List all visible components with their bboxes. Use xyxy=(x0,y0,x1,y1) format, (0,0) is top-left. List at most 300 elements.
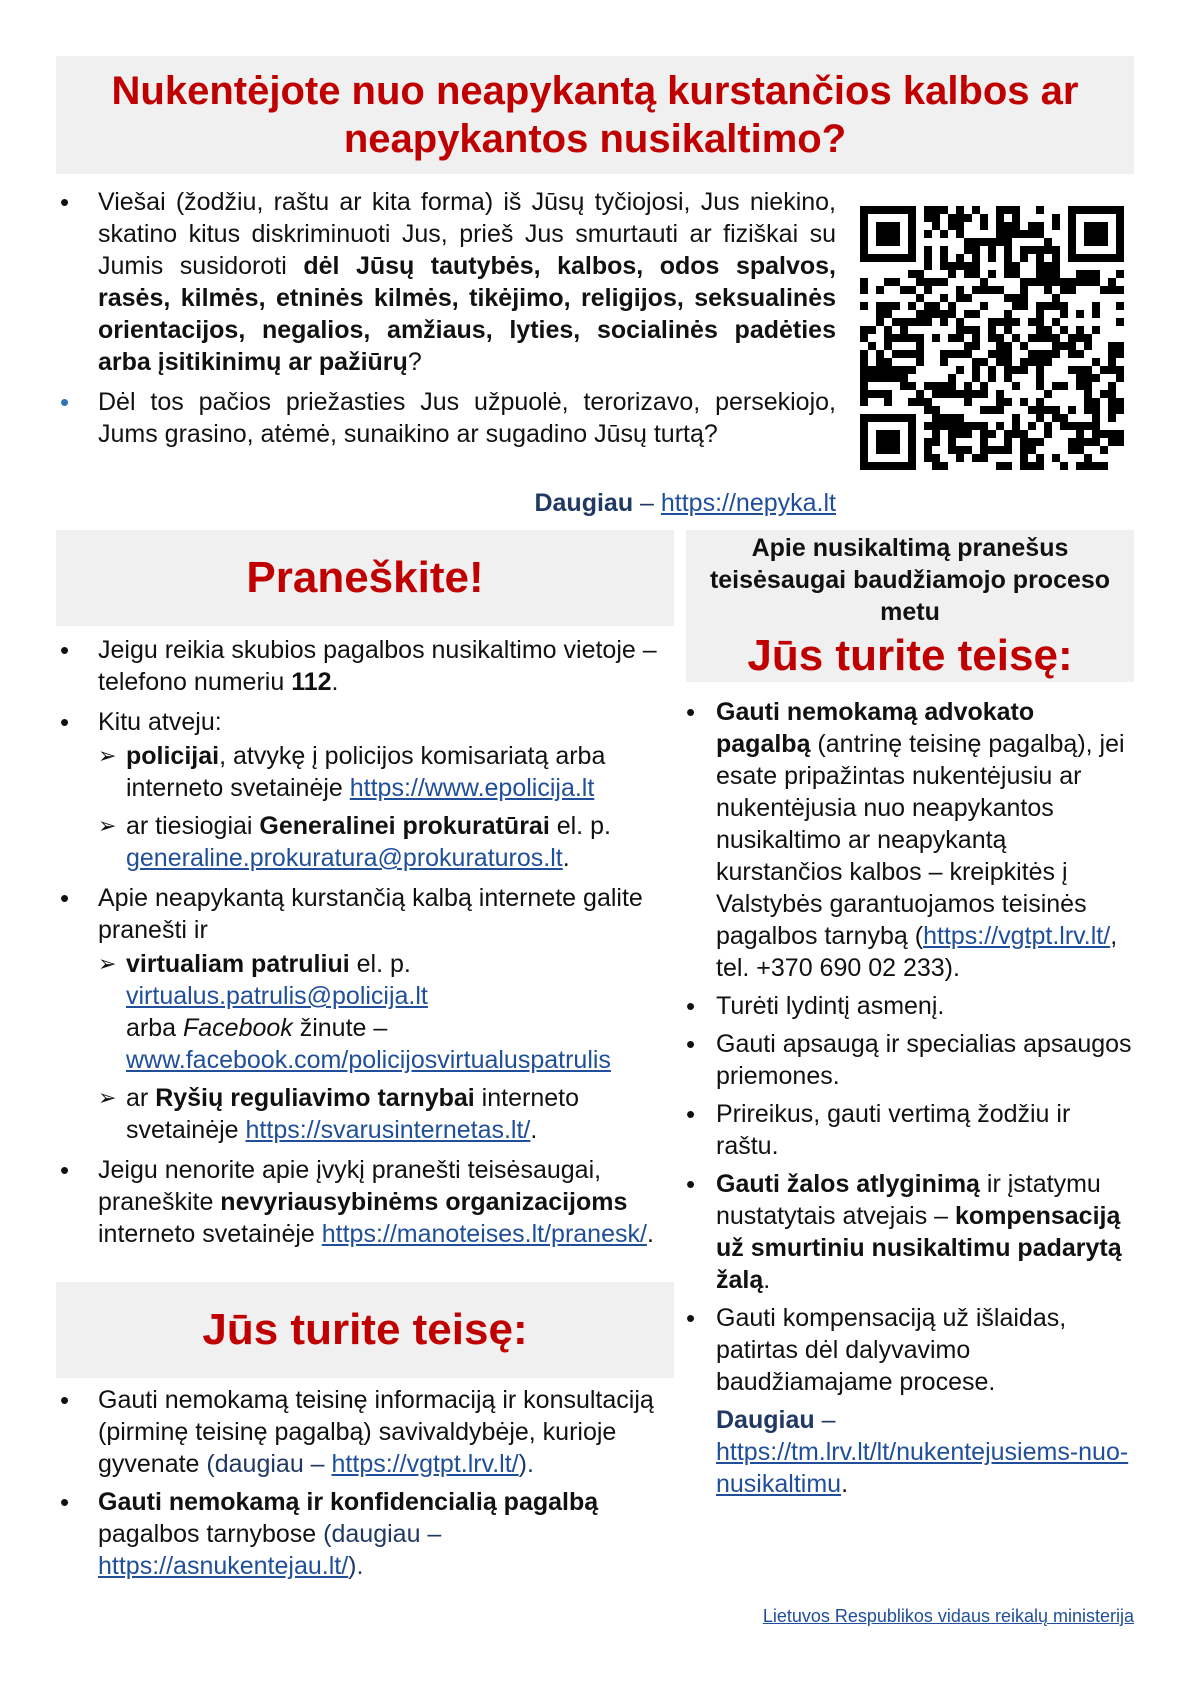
qr-module xyxy=(1084,374,1092,382)
qr-module xyxy=(892,206,900,214)
qr-module xyxy=(860,334,868,342)
qr-module xyxy=(996,422,1004,430)
report-item xyxy=(56,634,674,698)
qr-module xyxy=(964,326,972,334)
qr-module xyxy=(1044,270,1052,278)
qr-module xyxy=(1028,438,1036,446)
virtualus-patrulis-email-link[interactable]: virtualus.patrulis@policija.lt xyxy=(126,982,428,1010)
qr-module xyxy=(860,462,868,470)
qr-module xyxy=(924,318,932,326)
qr-module xyxy=(1100,366,1108,374)
qr-module xyxy=(1020,230,1028,238)
report-sublist xyxy=(98,948,674,1146)
qr-module xyxy=(972,286,980,294)
qr-module xyxy=(876,254,884,262)
qr-module xyxy=(924,406,932,414)
qr-module xyxy=(1020,398,1028,406)
qr-module xyxy=(964,238,972,246)
report-subitem xyxy=(98,810,674,874)
qr-module xyxy=(1012,230,1020,238)
header-banner xyxy=(56,56,1134,174)
qr-module xyxy=(1028,222,1036,230)
qr-module xyxy=(868,206,876,214)
qr-module xyxy=(1020,254,1028,262)
qr-module xyxy=(1116,398,1124,406)
rights-right-item xyxy=(686,696,1134,984)
qr-module xyxy=(1084,254,1092,262)
qr-module xyxy=(916,278,924,286)
qr-module xyxy=(1028,406,1036,414)
qr-module xyxy=(908,318,916,326)
qr-module xyxy=(1004,342,1012,350)
qr-module xyxy=(892,462,900,470)
qr-module xyxy=(1108,382,1116,390)
qr-module xyxy=(924,446,932,454)
prokuratura-email-link[interactable]: generaline.prokuratura@prokuraturos.lt xyxy=(126,844,563,872)
qr-module xyxy=(1036,398,1044,406)
qr-module xyxy=(908,438,916,446)
qr-module xyxy=(908,414,916,422)
qr-module xyxy=(940,462,948,470)
qr-module xyxy=(1108,366,1116,374)
intro-item-end: ? xyxy=(407,348,422,376)
qr-module xyxy=(996,342,1004,350)
qr-module xyxy=(1092,278,1100,286)
intro-section xyxy=(56,186,836,458)
qr-module xyxy=(1052,302,1060,310)
qr-module xyxy=(1060,286,1068,294)
intro-item-text: Dėl tos pačios priežasties Jus užpuolė, terorizavo, persekiojo, Jums grasino, atėmė, sunaikino ar sugadino Jūsų turtą? xyxy=(98,388,836,448)
qr-module xyxy=(1004,446,1012,454)
qr-module xyxy=(1004,438,1012,446)
qr-module xyxy=(924,214,932,222)
qr-module xyxy=(1028,422,1036,430)
qr-module xyxy=(916,334,924,342)
report-item-end: . xyxy=(646,1220,654,1248)
qr-module xyxy=(860,238,868,246)
qr-module xyxy=(876,206,884,214)
qr-module xyxy=(1004,358,1012,366)
qr-module xyxy=(1084,438,1092,446)
qr-module xyxy=(1116,246,1124,254)
qr-module xyxy=(1100,446,1108,454)
qr-module xyxy=(972,238,980,246)
qr-module xyxy=(1092,398,1100,406)
qr-module xyxy=(1052,246,1060,254)
qr-module xyxy=(1084,462,1092,470)
qr-module xyxy=(876,286,884,294)
qr-module xyxy=(876,310,884,318)
qr-module xyxy=(1012,222,1020,230)
qr-module xyxy=(972,374,980,382)
qr-module xyxy=(1036,438,1044,446)
qr-module xyxy=(1100,222,1108,230)
qr-module xyxy=(868,390,876,398)
intro-item-bold: dėl Jūsų tautybės, kalbos, odos spalvos, rasės, kilmės, etninės kilmės, tikėjimo, religijos, seksualinės orientacijos, negalios, amžiaus, lyties, socialinės padėties arba įsitikinimų ar pažiūrų xyxy=(98,252,836,376)
qr-module xyxy=(908,366,916,374)
rights-item-end: . xyxy=(763,1266,771,1294)
qr-module xyxy=(1116,254,1124,262)
qr-module xyxy=(988,246,996,254)
qr-module xyxy=(940,358,948,366)
qr-module xyxy=(900,334,908,342)
qr-module xyxy=(924,206,932,214)
facebook-link[interactable]: www.facebook.com/policijosvirtualuspatrulis xyxy=(126,1046,611,1074)
qr-module xyxy=(1004,366,1012,374)
qr-module xyxy=(1084,334,1092,342)
qr-module xyxy=(948,382,956,390)
qr-module xyxy=(932,382,940,390)
report-item-bold: nevyriausybinėms organizacijoms xyxy=(220,1188,628,1216)
qr-module xyxy=(1052,406,1060,414)
qr-module xyxy=(1092,230,1100,238)
qr-module xyxy=(924,382,932,390)
qr-module xyxy=(860,254,868,262)
qr-module xyxy=(1100,430,1108,438)
qr-module xyxy=(1004,246,1012,254)
qr-module xyxy=(964,390,972,398)
asnukentejau-link[interactable]: https://asnukentejau.lt/ xyxy=(98,1552,349,1580)
qr-module xyxy=(1052,414,1060,422)
right-title: Jūs turite teisę: xyxy=(747,631,1073,680)
manoteises-link[interactable]: https://manoteises.lt/pranesk/ xyxy=(321,1220,647,1248)
qr-module xyxy=(1004,350,1012,358)
qr-module xyxy=(1052,270,1060,278)
qr-module xyxy=(1076,366,1084,374)
qr-module xyxy=(956,230,964,238)
qr-module xyxy=(908,254,916,262)
footer xyxy=(763,1604,1134,1628)
qr-module xyxy=(1044,430,1052,438)
qr-module xyxy=(1116,342,1124,350)
qr-module xyxy=(1068,214,1076,222)
qr-module xyxy=(1116,238,1124,246)
qr-module xyxy=(1036,358,1044,366)
qr-module xyxy=(900,254,908,262)
qr-module xyxy=(1116,406,1124,414)
qr-module xyxy=(1036,326,1044,334)
report-subitem xyxy=(98,948,674,1076)
qr-module xyxy=(1004,318,1012,326)
qr-module xyxy=(876,446,884,454)
qr-module xyxy=(860,326,868,334)
qr-module xyxy=(860,430,868,438)
qr-module xyxy=(1028,462,1036,470)
qr-module xyxy=(868,374,876,382)
qr-module xyxy=(1084,382,1092,390)
qr-module xyxy=(1012,214,1020,222)
qr-module xyxy=(1036,262,1044,270)
qr-module xyxy=(940,262,948,270)
qr-module xyxy=(1004,430,1012,438)
qr-module xyxy=(1092,414,1100,422)
qr-module xyxy=(1068,246,1076,254)
qr-module xyxy=(1116,374,1124,382)
qr-module xyxy=(932,454,940,462)
qr-module xyxy=(1004,270,1012,278)
qr-module xyxy=(932,278,940,286)
qr-module xyxy=(972,454,980,462)
qr-module xyxy=(964,382,972,390)
qr-module xyxy=(884,430,892,438)
qr-module xyxy=(1068,366,1076,374)
qr-module xyxy=(996,406,1004,414)
vgtpt-link[interactable]: https://vgtpt.lrv.lt/ xyxy=(331,1450,519,1478)
rights-item-more: (daugiau – xyxy=(323,1520,442,1548)
qr-module xyxy=(1020,358,1028,366)
qr-module xyxy=(1108,430,1116,438)
qr-module xyxy=(892,350,900,358)
qr-module xyxy=(1036,318,1044,326)
rights-item-text: Gauti kompensaciją už išlaidas, patirtas dėl dalyvavimo baudžiamajame procese. xyxy=(716,1304,1067,1396)
qr-module xyxy=(1052,334,1060,342)
rights-left-item xyxy=(56,1384,674,1480)
report-item xyxy=(56,882,674,1146)
qr-module xyxy=(1076,270,1084,278)
qr-module xyxy=(1028,446,1036,454)
qr-module xyxy=(1004,398,1012,406)
qr-module xyxy=(892,230,900,238)
qr-module xyxy=(988,430,996,438)
qr-module xyxy=(1092,222,1100,230)
qr-module xyxy=(948,262,956,270)
qr-module xyxy=(1028,230,1036,238)
qr-module xyxy=(916,390,924,398)
qr-module xyxy=(972,390,980,398)
rights-right-item xyxy=(686,1098,1134,1162)
qr-module xyxy=(860,302,868,310)
qr-module xyxy=(980,238,988,246)
rights-item-bold: Gauti žalos atlyginimą xyxy=(716,1170,980,1198)
report-item-text: Apie neapykantą kurstančią kalbą internete galite pranešti ir xyxy=(98,884,643,944)
qr-module xyxy=(1092,406,1100,414)
qr-module xyxy=(1076,430,1084,438)
qr-module xyxy=(900,414,908,422)
qr-module xyxy=(972,334,980,342)
qr-module xyxy=(1076,326,1084,334)
report-item-text: Jeigu nenorite apie įvykį pranešti teisėsaugai, praneškite xyxy=(98,1156,602,1216)
qr-module xyxy=(996,318,1004,326)
qr-module xyxy=(956,222,964,230)
qr-module xyxy=(972,246,980,254)
qr-module xyxy=(1108,286,1116,294)
rights-left-section xyxy=(56,1384,674,1588)
qr-module xyxy=(996,286,1004,294)
qr-module xyxy=(1020,302,1028,310)
qr-module xyxy=(940,294,948,302)
qr-module xyxy=(916,318,924,326)
qr-module xyxy=(884,438,892,446)
qr-module xyxy=(996,462,1004,470)
qr-module xyxy=(956,294,964,302)
qr-module xyxy=(1068,350,1076,358)
qr-module xyxy=(876,318,884,326)
qr-module xyxy=(972,342,980,350)
qr-module xyxy=(1092,430,1100,438)
qr-module xyxy=(948,438,956,446)
qr-code-icon xyxy=(860,206,1124,470)
qr-module xyxy=(924,438,932,446)
qr-module xyxy=(860,222,868,230)
qr-module xyxy=(1092,326,1100,334)
qr-module xyxy=(1092,206,1100,214)
qr-module xyxy=(1108,350,1116,358)
qr-module xyxy=(860,438,868,446)
qr-module xyxy=(860,230,868,238)
qr-module xyxy=(1076,374,1084,382)
qr-module xyxy=(1084,278,1092,286)
qr-module xyxy=(1108,206,1116,214)
qr-module xyxy=(1044,350,1052,358)
qr-module xyxy=(948,302,956,310)
qr-module xyxy=(956,254,964,262)
qr-module xyxy=(956,446,964,454)
report-subitem-text: žinute – xyxy=(292,1014,388,1042)
qr-module xyxy=(1076,382,1084,390)
qr-module xyxy=(1092,310,1100,318)
qr-module xyxy=(964,270,972,278)
qr-module xyxy=(1012,206,1020,214)
rights-right-item xyxy=(686,990,1134,1022)
qr-module xyxy=(1004,310,1012,318)
qr-module xyxy=(900,206,908,214)
rights-right-item xyxy=(686,1168,1134,1296)
qr-module xyxy=(1060,326,1068,334)
qr-module xyxy=(1060,382,1068,390)
vgtpt-link-2[interactable]: https://vgtpt.lrv.lt/ xyxy=(923,922,1111,950)
qr-module xyxy=(1012,414,1020,422)
rights-item-text: Turėti lydintį asmenį. xyxy=(716,992,945,1020)
qr-module xyxy=(1116,430,1124,438)
qr-module xyxy=(908,230,916,238)
qr-module xyxy=(1084,230,1092,238)
qr-module xyxy=(860,446,868,454)
qr-module xyxy=(1004,238,1012,246)
qr-module xyxy=(988,334,996,342)
qr-module xyxy=(1044,238,1052,246)
qr-module xyxy=(1084,222,1092,230)
qr-module xyxy=(972,358,980,366)
qr-module xyxy=(948,446,956,454)
qr-module xyxy=(1060,310,1068,318)
ministry-link[interactable]: Lietuvos Respublikos vidaus reikalų ministerija xyxy=(762,1606,1134,1626)
qr-module xyxy=(1036,334,1044,342)
rights-item-more: (daugiau – xyxy=(206,1450,332,1478)
qr-module xyxy=(988,350,996,358)
qr-module xyxy=(980,446,988,454)
qr-module xyxy=(1036,350,1044,358)
report-subitem-end: . xyxy=(562,844,570,872)
qr-module xyxy=(1084,270,1092,278)
qr-module xyxy=(916,310,924,318)
report-subitem-end: . xyxy=(530,1116,538,1144)
qr-module xyxy=(1036,222,1044,230)
qr-module xyxy=(1036,246,1044,254)
qr-module xyxy=(1084,342,1092,350)
qr-module xyxy=(860,422,868,430)
qr-module xyxy=(1084,406,1092,414)
nepyka-link[interactable]: https://nepyka.lt xyxy=(660,489,836,517)
qr-module xyxy=(948,414,956,422)
qr-module xyxy=(940,382,948,390)
report-subitem-bold: policijai xyxy=(126,742,220,770)
qr-module xyxy=(956,334,964,342)
qr-module xyxy=(1076,206,1084,214)
qr-module xyxy=(1116,230,1124,238)
qr-module xyxy=(1100,254,1108,262)
qr-module xyxy=(1036,206,1044,214)
qr-module xyxy=(876,430,884,438)
qr-module xyxy=(1068,286,1076,294)
qr-module xyxy=(924,302,932,310)
qr-module xyxy=(956,326,964,334)
qr-module xyxy=(924,278,932,286)
qr-module xyxy=(1036,414,1044,422)
qr-module xyxy=(1044,326,1052,334)
qr-module xyxy=(1052,222,1060,230)
rights-item-bold: Gauti nemokamą advokato pagalbą xyxy=(716,698,1035,758)
qr-module xyxy=(884,310,892,318)
qr-module xyxy=(1084,366,1092,374)
rights-item-end: ). xyxy=(518,1450,534,1478)
qr-module xyxy=(1068,446,1076,454)
qr-module xyxy=(868,326,876,334)
tm-lrv-link[interactable]: https://tm.lrv.lt/lt/nukentejusiems-nuo-nusikaltimu xyxy=(716,1438,1129,1498)
qr-module xyxy=(908,422,916,430)
svarusinternetas-link[interactable]: https://svarusinternetas.lt/ xyxy=(245,1116,531,1144)
qr-module xyxy=(1092,270,1100,278)
qr-module xyxy=(940,318,948,326)
qr-module xyxy=(924,454,932,462)
epolicija-link[interactable]: https://www.epolicija.lt xyxy=(349,774,595,802)
qr-module xyxy=(876,358,884,366)
qr-module xyxy=(964,262,972,270)
report-title: Praneškite! xyxy=(246,553,484,602)
rights-right-item xyxy=(686,1028,1134,1092)
qr-module xyxy=(1036,462,1044,470)
qr-module xyxy=(940,414,948,422)
qr-module xyxy=(932,334,940,342)
qr-module xyxy=(1028,358,1036,366)
report-subitem-bold: virtualiam patruliui xyxy=(126,950,350,978)
qr-module xyxy=(980,454,988,462)
report-item xyxy=(56,1154,674,1250)
qr-module xyxy=(1116,438,1124,446)
qr-module xyxy=(860,454,868,462)
qr-module xyxy=(948,310,956,318)
qr-module xyxy=(1060,278,1068,286)
qr-module xyxy=(876,230,884,238)
qr-module xyxy=(1020,462,1028,470)
qr-module xyxy=(980,302,988,310)
report-list xyxy=(56,634,674,1250)
qr-module xyxy=(972,422,980,430)
qr-module xyxy=(1036,406,1044,414)
qr-module xyxy=(972,310,980,318)
rights-heading-panel xyxy=(56,1282,674,1378)
qr-module xyxy=(884,374,892,382)
qr-module xyxy=(1012,294,1020,302)
qr-module xyxy=(940,390,948,398)
rights-item-bold: kompensaciją už smurtiniu nusikaltimu padarytą žalą xyxy=(716,1202,1122,1294)
rights-right-list xyxy=(686,696,1134,1398)
qr-module xyxy=(892,438,900,446)
qr-module xyxy=(1068,222,1076,230)
qr-module xyxy=(1108,358,1116,366)
qr-module xyxy=(860,278,868,286)
qr-module xyxy=(876,374,884,382)
qr-module xyxy=(964,350,972,358)
